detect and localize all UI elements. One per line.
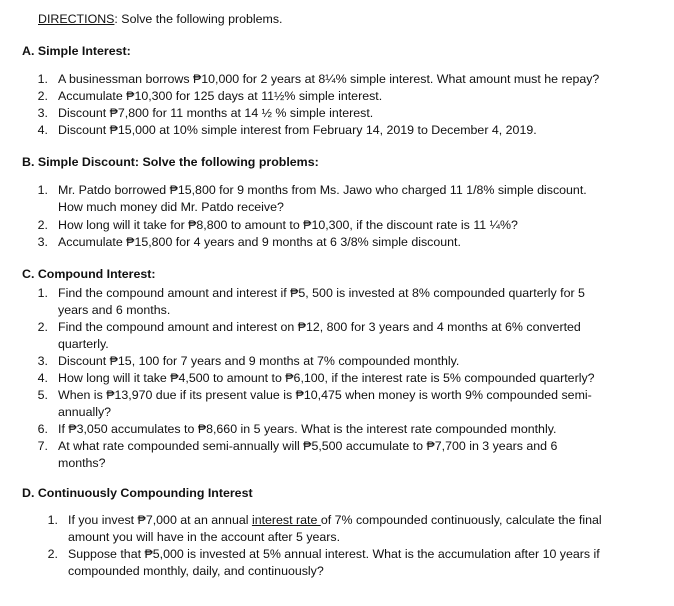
item-number: 3. xyxy=(37,235,48,249)
interest-rate-link[interactable]: interest rate xyxy=(251,513,321,527)
item-text-line-1: When is ₱13,970 due if its present value is ₱10,475 when money is worth 9% compounded semi- xyxy=(58,388,592,402)
section-d-heading: D. Continuously Compounding Interest xyxy=(22,486,253,500)
item-text-line-1: Mr. Patdo borrowed ₱15,800 for 9 months from Ms. Jawo who charged 11 1/8% simple discount. xyxy=(58,183,587,197)
item-text: Accumulate ₱10,300 for 125 days at 11½% simple interest. xyxy=(58,89,383,103)
item-text: A businessman borrows ₱10,000 for 2 years at 8¼% simple interest. What amount must he repay? xyxy=(58,72,600,86)
item-number: 2. xyxy=(37,218,48,232)
item-text: Accumulate ₱15,800 for 4 years and 9 months at 6 3/8% simple discount. xyxy=(58,235,461,249)
item-number: 5. xyxy=(37,388,48,402)
item-text-line-1: Find the compound amount and interest if ₱5, 500 is invested at 8% compounded quarterly for 5 xyxy=(58,286,585,300)
item-text-line-2: amount you will have in the account after 5 years. xyxy=(68,530,341,544)
item-number: 6. xyxy=(37,422,48,436)
item-text-line-1: At what rate compounded semi-annually will ₱5,500 accumulate to ₱7,700 in 3 years and 6 xyxy=(58,439,558,453)
item-text-line-1: Find the compound amount and interest on ₱12, 800 for 3 years and 4 months at 6% converted xyxy=(58,320,581,334)
item-text-line-2: compounded monthly, daily, and continuously? xyxy=(68,564,324,578)
directions-label: DIRECTIONS xyxy=(38,12,115,26)
item-text-pre: If you invest ₱7,000 at an annual xyxy=(68,513,252,527)
item-text-line-2: years and 6 months. xyxy=(58,303,171,317)
item-number: 2. xyxy=(47,547,58,561)
item-text-line-1: Suppose that ₱5,000 is invested at 5% annual interest. What is the accumulation after 10 years if xyxy=(68,547,600,561)
item-text-line-2: quarterly. xyxy=(58,337,109,351)
item-number: 1. xyxy=(37,183,48,197)
item-number: 1. xyxy=(37,72,48,86)
item-number: 4. xyxy=(37,123,48,137)
section-b-heading: B. Simple Discount: Solve the following problems: xyxy=(22,155,319,169)
item-text-line-2: How much money did Mr. Patdo receive? xyxy=(58,200,284,214)
item-number: 7. xyxy=(37,439,48,453)
item-text: How long will it take for ₱8,800 to amount to ₱10,300, if the discount rate is 11 ¼%? xyxy=(58,218,518,232)
item-number: 3. xyxy=(37,106,48,120)
item-text-line-1 xyxy=(68,513,602,527)
item-text-line-2: annually? xyxy=(58,405,112,419)
item-text: Discount ₱7,800 for 11 months at 14 ½ % simple interest. xyxy=(58,106,374,120)
item-text: Discount ₱15,000 at 10% simple interest from February 14, 2019 to December 4, 2019. xyxy=(58,123,537,137)
item-text-post: of 7% compounded continuously, calculate the final xyxy=(320,513,602,527)
item-text: How long will it take ₱4,500 to amount to ₱6,100, if the interest rate is 5% compounded quarterly? xyxy=(58,371,595,385)
item-number: 4. xyxy=(37,371,48,385)
section-a-heading: A. Simple Interest: xyxy=(22,44,131,58)
item-number: 2. xyxy=(37,320,48,334)
item-text: If ₱3,050 accumulates to ₱8,660 in 5 years. What is the interest rate compounded monthly. xyxy=(58,422,557,436)
item-number: 3. xyxy=(37,354,48,368)
item-number: 1. xyxy=(47,513,58,527)
item-text: Discount ₱15, 100 for 7 years and 9 months at 7% compounded monthly. xyxy=(58,354,460,368)
directions-line xyxy=(38,12,282,26)
item-number: 2. xyxy=(37,89,48,103)
directions-text: : Solve the following problems. xyxy=(114,12,283,26)
item-text-line-2: months? xyxy=(58,456,106,470)
section-c-heading: C. Compound Interest: xyxy=(22,267,156,281)
item-number: 1. xyxy=(37,286,48,300)
